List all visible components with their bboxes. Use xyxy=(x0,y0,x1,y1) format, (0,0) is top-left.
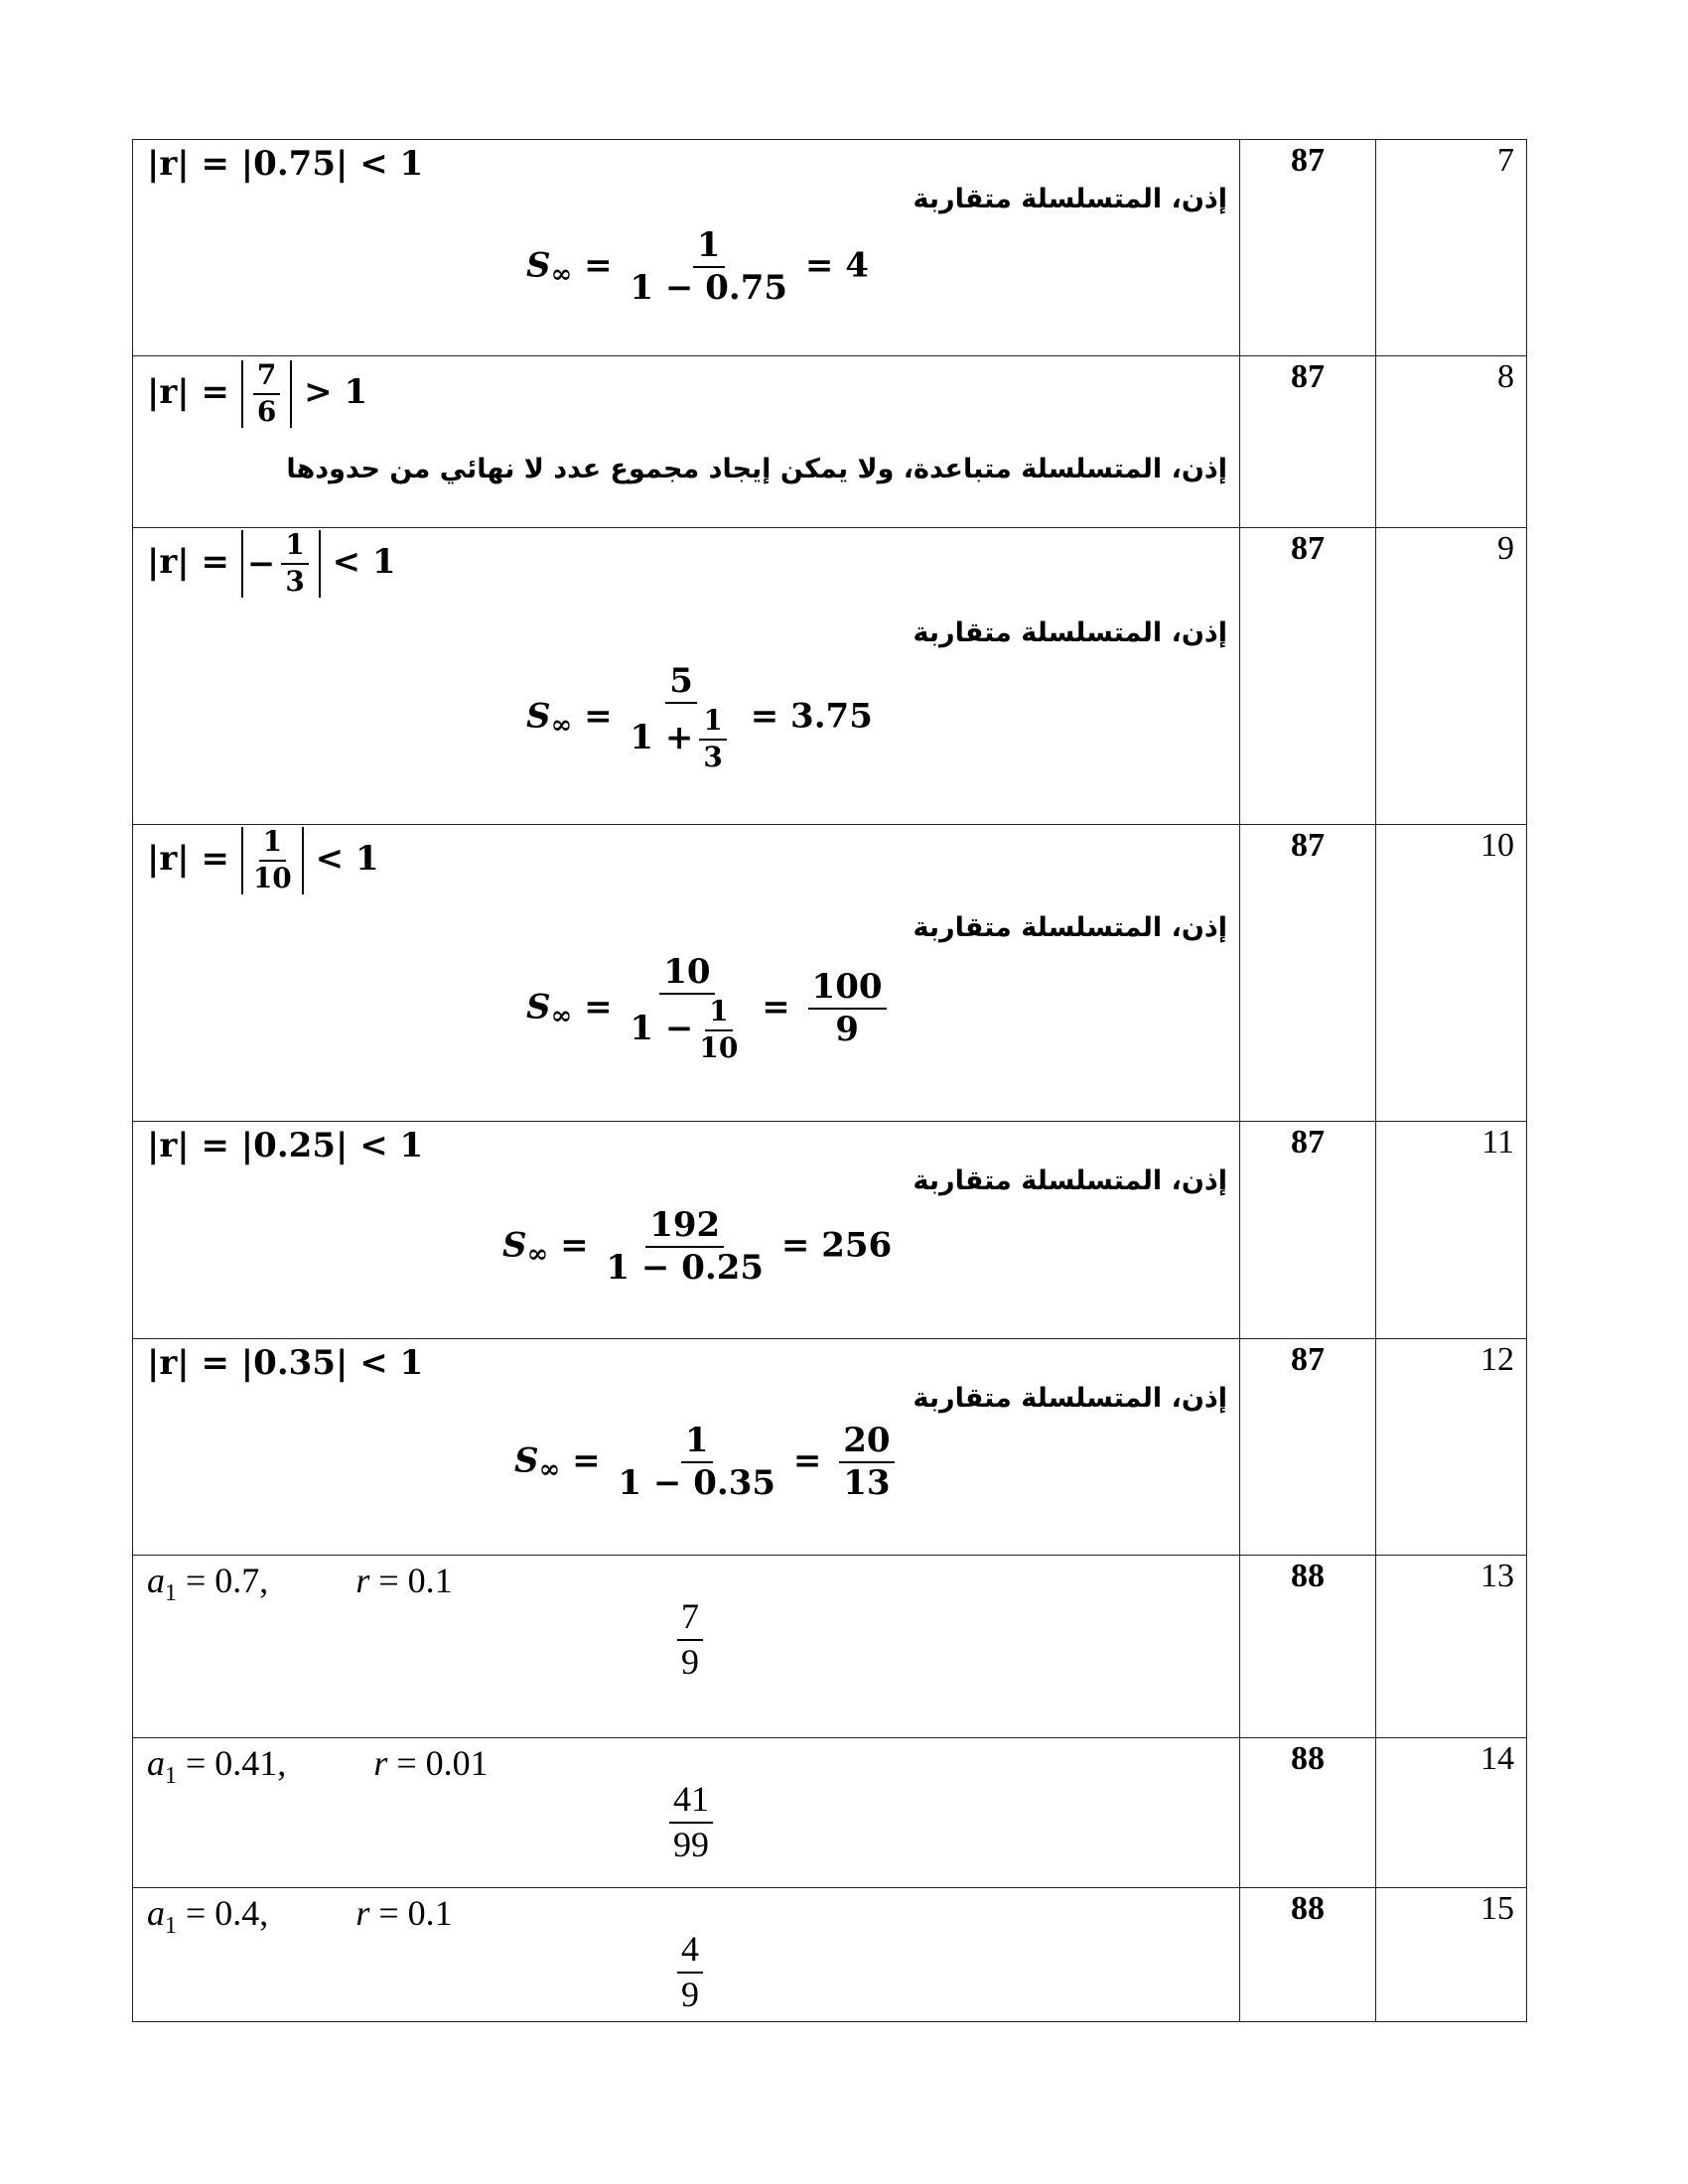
exercise-number: 9 xyxy=(1376,528,1527,825)
exercise-number: 15 xyxy=(1376,1888,1527,2022)
answer-fraction: $\frac{41}{99}$ xyxy=(663,1780,719,1864)
exercise-number: 7 xyxy=(1376,140,1527,356)
sum-formula: S∞ = $\frac{192}{1 - 0.25}$ = 256 xyxy=(502,1205,893,1289)
answer-fraction: $\frac{4}{9}$ xyxy=(671,1930,709,2014)
given-values: $a_1 = 0.7$, r = 0.1 xyxy=(147,1561,453,1606)
solution-cell xyxy=(133,356,1240,528)
page-number: 87 xyxy=(1240,1122,1376,1339)
solution-cell xyxy=(133,1339,1240,1556)
page-number: 87 xyxy=(1240,528,1376,825)
page-number: 87 xyxy=(1240,1339,1376,1556)
table-row xyxy=(133,140,1527,356)
conclusion-text: إذن، المتسلسلة متقاربة xyxy=(913,184,1227,214)
sum-formula: S∞ = 10 1 − $\frac{1}{10}$ = $\frac{100}{9}$ xyxy=(526,954,893,1064)
table-row xyxy=(133,1339,1527,1556)
solution-cell xyxy=(133,1556,1240,1738)
condition: |r| = |0.75| < 1 xyxy=(147,144,424,184)
exercise-number: 12 xyxy=(1376,1339,1527,1556)
conclusion-text: إذن، المتسلسلة متقاربة xyxy=(913,1383,1227,1414)
exercise-number: 14 xyxy=(1376,1738,1527,1888)
table-row xyxy=(133,528,1527,825)
given-values: $a_1 = 0.4$, r = 0.1 xyxy=(147,1893,453,1939)
table-row xyxy=(133,1888,1527,2022)
solution-cell xyxy=(133,140,1240,356)
given-values: $a_1 = 0.41$, r = 0.01 xyxy=(147,1743,489,1789)
table-row xyxy=(133,1556,1527,1738)
exercise-number: 10 xyxy=(1376,825,1527,1122)
solution-cell xyxy=(133,825,1240,1122)
condition: |r| = − $\frac{1}{3}$ < 1 xyxy=(147,528,396,598)
table-row xyxy=(133,356,1527,528)
exercise-number: 8 xyxy=(1376,356,1527,528)
table-row xyxy=(133,1122,1527,1339)
condition: |r| = $\frac{1}{10}$ < 1 xyxy=(147,825,379,894)
answer-table xyxy=(132,139,1527,2022)
page-number: 87 xyxy=(1240,356,1376,528)
solution-cell xyxy=(133,528,1240,825)
sum-formula: S∞ = $\frac{1}{1 - 0.75}$ = 4 xyxy=(526,225,869,309)
page-number: 88 xyxy=(1240,1888,1376,2022)
exercise-number: 11 xyxy=(1376,1122,1527,1339)
conclusion-text: إذن، المتسلسلة متقاربة xyxy=(913,912,1227,943)
condition: |r| = |0.35| < 1 xyxy=(147,1343,424,1383)
answer-fraction: $\frac{7}{9}$ xyxy=(671,1597,709,1682)
sum-formula: S∞ = $\frac{1}{1 - 0.35}$ = $\frac{20}{13}$ xyxy=(514,1423,901,1503)
table-row xyxy=(133,1738,1527,1888)
page-number: 87 xyxy=(1240,825,1376,1122)
page-number: 87 xyxy=(1240,140,1376,356)
page-number: 88 xyxy=(1240,1556,1376,1738)
sum-formula: S∞ = 5 1 + $\frac{1}{3}$ = 3.75 xyxy=(526,661,873,774)
page-number: 88 xyxy=(1240,1738,1376,1888)
table-row xyxy=(133,825,1527,1122)
conclusion-text: إذن، المتسلسلة متقاربة xyxy=(913,617,1227,648)
condition: |r| = $\frac{7}{6}$ > 1 xyxy=(147,358,368,428)
solution-cell xyxy=(133,1738,1240,1888)
conclusion-text: إذن، المتسلسلة متباعدة، ولا يمكن إيجاد مجموع عدد لا نهائي من حدودها xyxy=(286,454,1227,484)
condition: |r| = |0.25| < 1 xyxy=(147,1126,424,1165)
conclusion-text: إذن، المتسلسلة متقاربة xyxy=(913,1165,1227,1196)
solution-cell xyxy=(133,1122,1240,1339)
solution-cell xyxy=(133,1888,1240,2022)
exercise-number: 13 xyxy=(1376,1556,1527,1738)
